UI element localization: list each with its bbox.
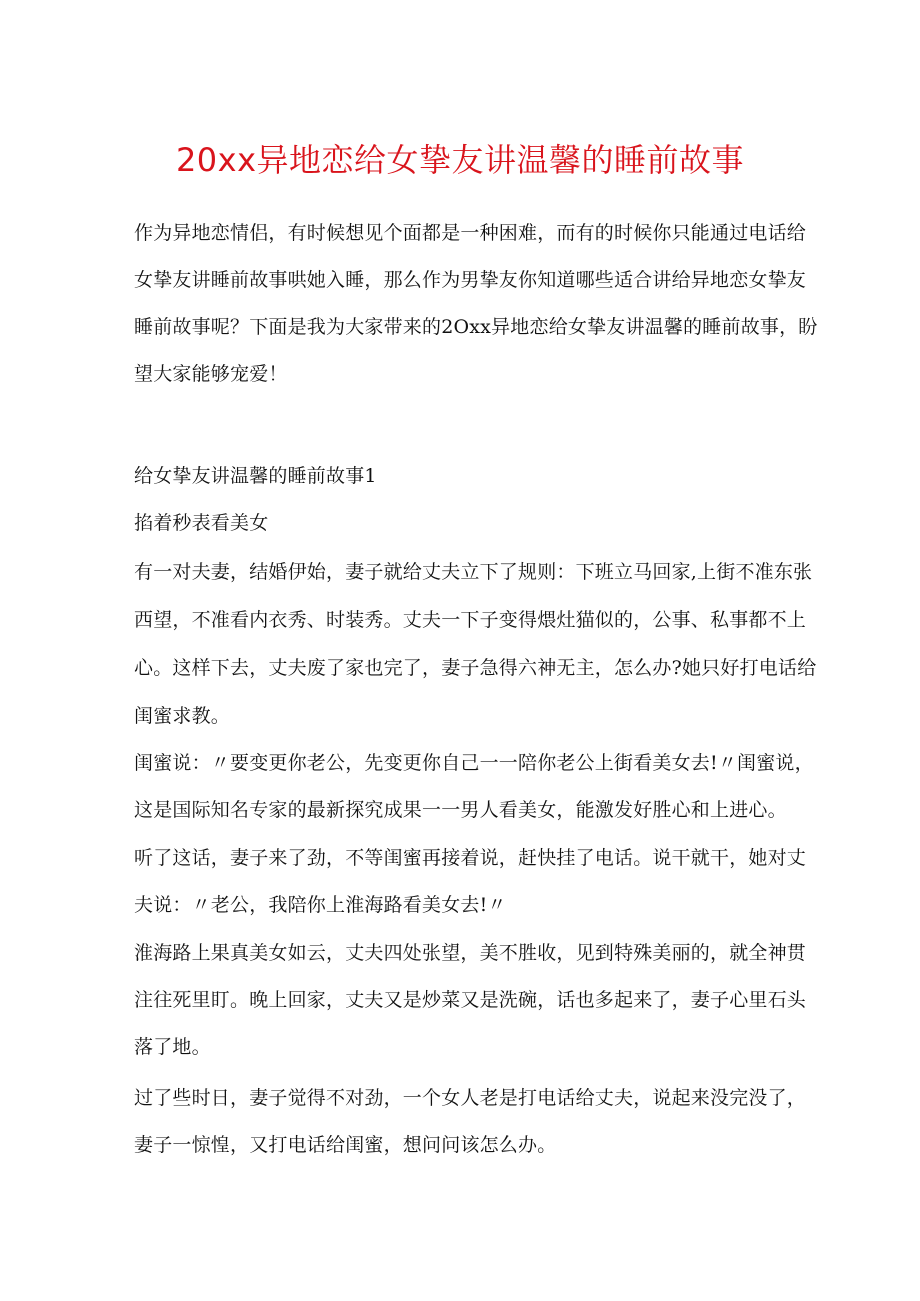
paragraph-line: 西望，不准看内衣秀、时装秀。丈夫一下子变得煨灶猫似的，公事、私事都不上 [134,609,807,631]
paragraph-line: 过了些时日，妻子觉得不对劲，一个女人老是打电话给丈夫，说起来没完没了， [134,1087,807,1109]
paragraph-line: 这是国际知名专家的最新探究成果一一男人看美女，能激发好胜心和上进心。 [134,799,787,821]
document-title: 20xx异地恋给女挚友讲温馨的睡前故事 [175,141,745,179]
intro-line: 作为异地恋情侣，有时候想见个面都是一种困难，而有的时候你只能通过电话给 [134,222,807,244]
intro-line: 女挚友讲睡前故事哄她入睡，那么作为男挚友你知道哪些适合讲给异地恋女挚友 [134,269,807,291]
story-paragraph-3 [134,835,807,929]
paragraph-line: 落了地。 [134,1036,211,1058]
story-heading [134,453,794,500]
paragraph-line: 闺蜜求教。 [134,705,231,727]
paragraph-line: 有一对夫妻，结婚伊始，妻子就给丈夫立下了规则：下班立马回家,上街不准东张 [134,561,813,583]
paragraph-line: 听了这话，妻子来了劲，不等闺蜜再接着说，赶快挂了电话。说干就干，她对丈 [134,847,807,869]
paragraph-line: 夫说：〃老公，我陪你上淮海路看美女去!〃 [134,894,507,916]
story-title-text: 掐着秒表看美女 [134,512,269,534]
intro-paragraph [134,210,818,398]
paragraph-line: 注往死里盯。晚上回家，丈夫又是炒菜又是洗碗，话也多起来了，妻子心里石头 [134,989,807,1011]
paragraph-line: 心。这样下去，丈夫废了家也完了，妻子急得六神无主，怎么办?她只好打电话给 [134,657,817,679]
intro-line: 睡前故事呢？下面是我为大家带来的2Oxx异地恋给女挚友讲温馨的睡前故事，盼 [134,316,818,338]
story-paragraph-1 [134,548,817,740]
paragraph-line: 闺蜜说：〃要变更你老公，先变更你自己一一陪你老公上街看美女去!〃闺蜜说， [134,752,814,774]
story-paragraph-2 [134,740,814,834]
story-paragraph-5 [134,1075,807,1169]
intro-line: 望大家能够宠爱！ [134,363,288,385]
story-paragraph-4 [134,930,807,1071]
story-heading-text: 给女挚友讲温馨的睡前故事1 [134,465,377,487]
paragraph-line: 淮海路上果真美女如云，丈夫四处张望，美不胜收，见到特殊美丽的，就全神贯 [134,942,807,964]
paragraph-line: 妻子一惊惶，又打电话给闺蜜，想问问该怎么办。 [134,1134,557,1156]
story-title [134,500,794,547]
